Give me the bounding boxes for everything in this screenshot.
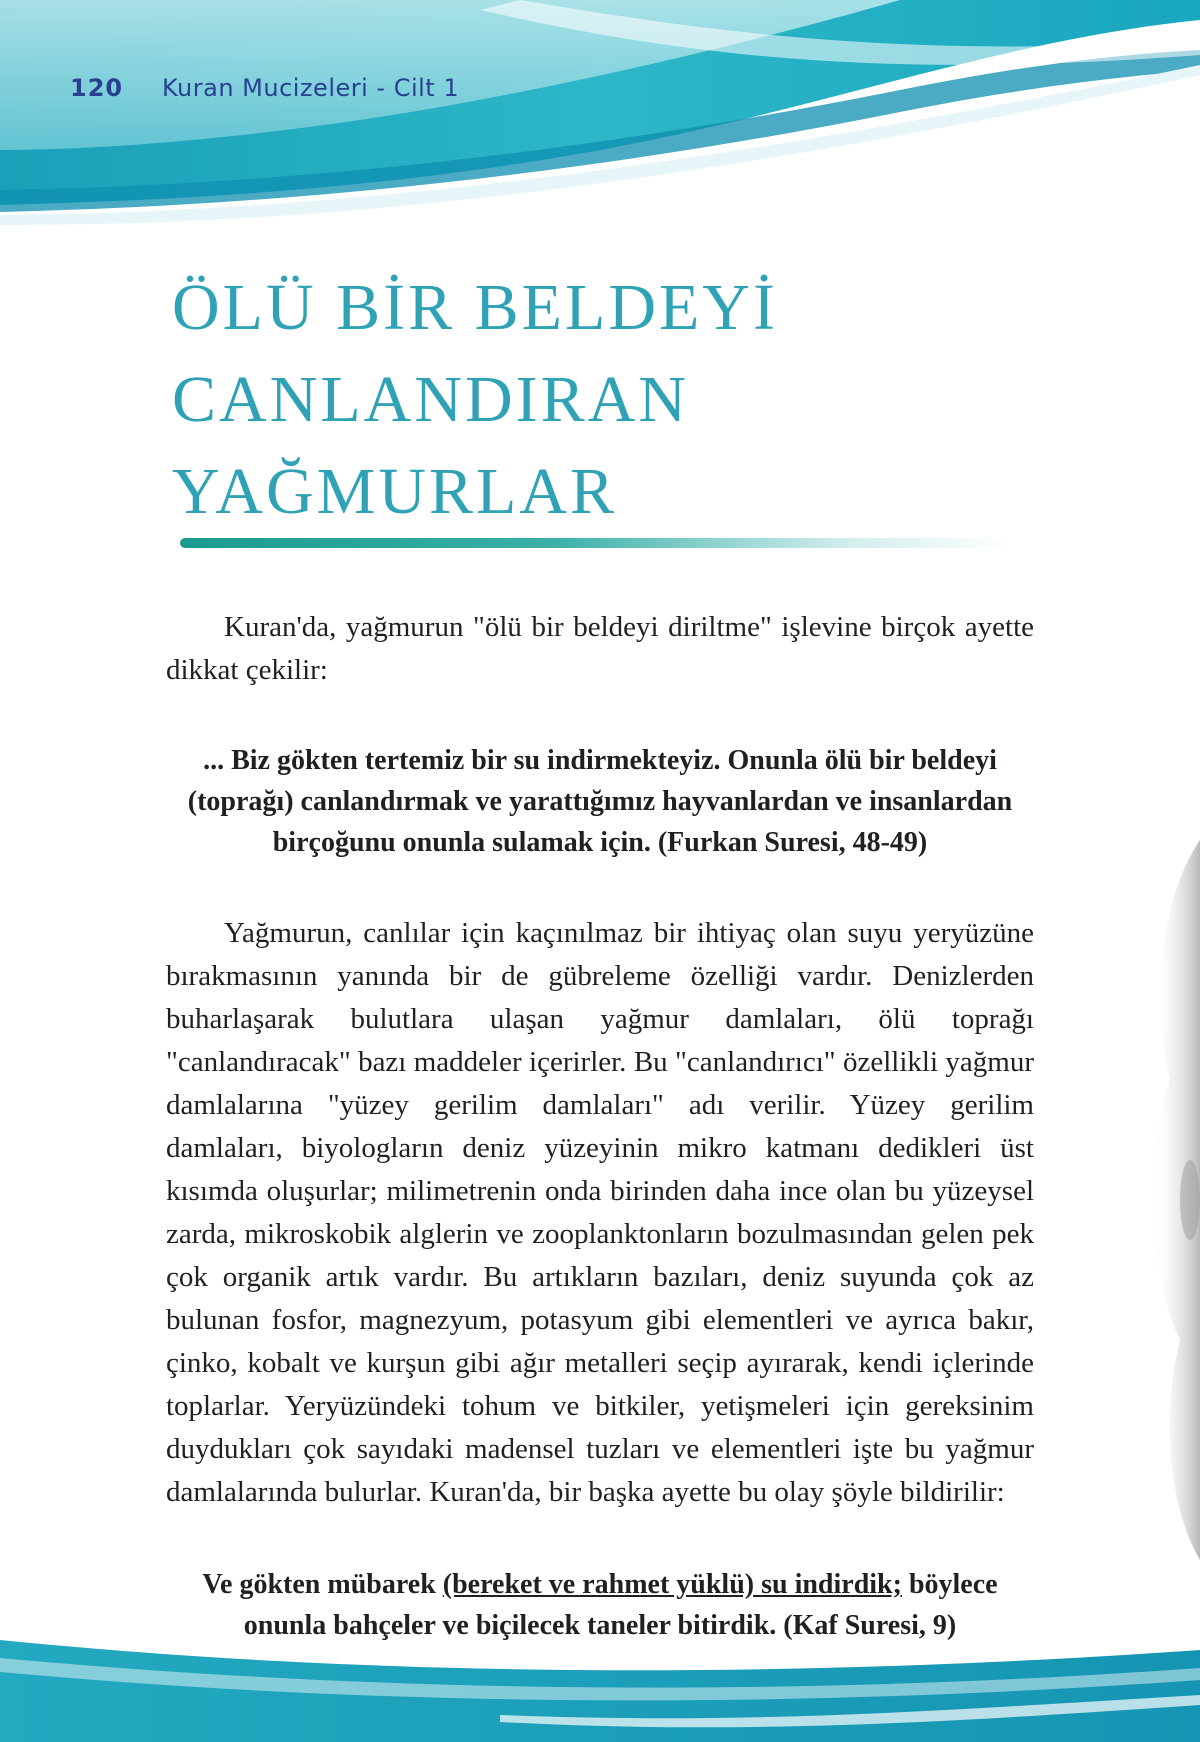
verse-furkan: ... Biz gökten tertemiz bir su indirmekteyiz. Onunla ölü bir beldeyi (toprağı) canlandırmak ve yarattığımız hayvanlardan ve insanlardan birçoğunu onunla sulamak için. (Furkan Suresi, 48-49) xyxy=(187,745,1013,858)
title-underline-rule xyxy=(180,538,1010,548)
book-title: Kuran Mucizeleri - Cilt 1 xyxy=(162,74,460,102)
intro-paragraph: Kuran'da, yağmurun "ölü bir beldeyi diriltme" işlevine birçok ayette dikkat çekilir: xyxy=(166,611,1034,686)
verse-kaf-part-2: böylece onunla bahçeler ve biçilecek taneler bitirdik. (Kaf Suresi, 9) xyxy=(243,1569,998,1641)
verse-kaf-underlined: (bereket ve rahmet yüklü) su indirdik; xyxy=(442,1569,902,1600)
chapter-title xyxy=(172,262,1072,538)
header-wave-decoration xyxy=(0,0,1200,240)
side-water-decoration xyxy=(1120,820,1200,1580)
footer-wave-decoration xyxy=(0,1600,1200,1742)
chapter-title-line-1: ÖLÜ BİR BELDEYİ xyxy=(172,271,778,344)
chapter-title-line-2: CANLANDIRAN xyxy=(172,363,689,436)
verse-kaf-part-1: Ve gökten mübarek xyxy=(202,1569,443,1600)
page-number: 120 xyxy=(70,74,124,102)
body-paragraph: Yağmurun, canlılar için kaçınılmaz bir ihtiyaç olan suyu yeryüzüne bırakmasının yanında bir de gübreleme özelliği vardır. Denizlerden buharlaşarak bulutlara ulaşan yağmur damlaları, ölü toprağı "canlandıracak" bazı maddeler içerirler. Bu "canlandırıcı" özellikli yağmur damlalarına "yüzey gerilim damlaları" adı verilir. Yüzey gerilim damlaları, biyologların deniz yüzeyinin mikro katmanı dedikleri üst kısımda oluşurlar; milimetrenin onda birinden daha ince olan bu yüzeysel zarda, mikroskobik alglerin ve zooplanktonların bozulmasından gelen pek çok organik artık vardır. Bu artıkların bazıları, deniz suyunda çok az bulunan fosfor, magnezyum, potasyum gibi elementleri ve ayrıca bakır, çinko, kobalt ve kurşun gibi ağır metalleri seçip ayırarak, kendi içlerinde toplarlar. Yeryüzündeki tohum ve bitkiler, yetişmeleri için gereksinim duydukları çok sayıdaki madensel tuzları ve elementleri işte bu yağmur damlalarında bulurlar. Kuran'da, bir başka ayette bu olay şöyle bildirilir: xyxy=(166,917,1034,1508)
chapter-title-line-3: YAĞMURLAR xyxy=(172,455,618,528)
